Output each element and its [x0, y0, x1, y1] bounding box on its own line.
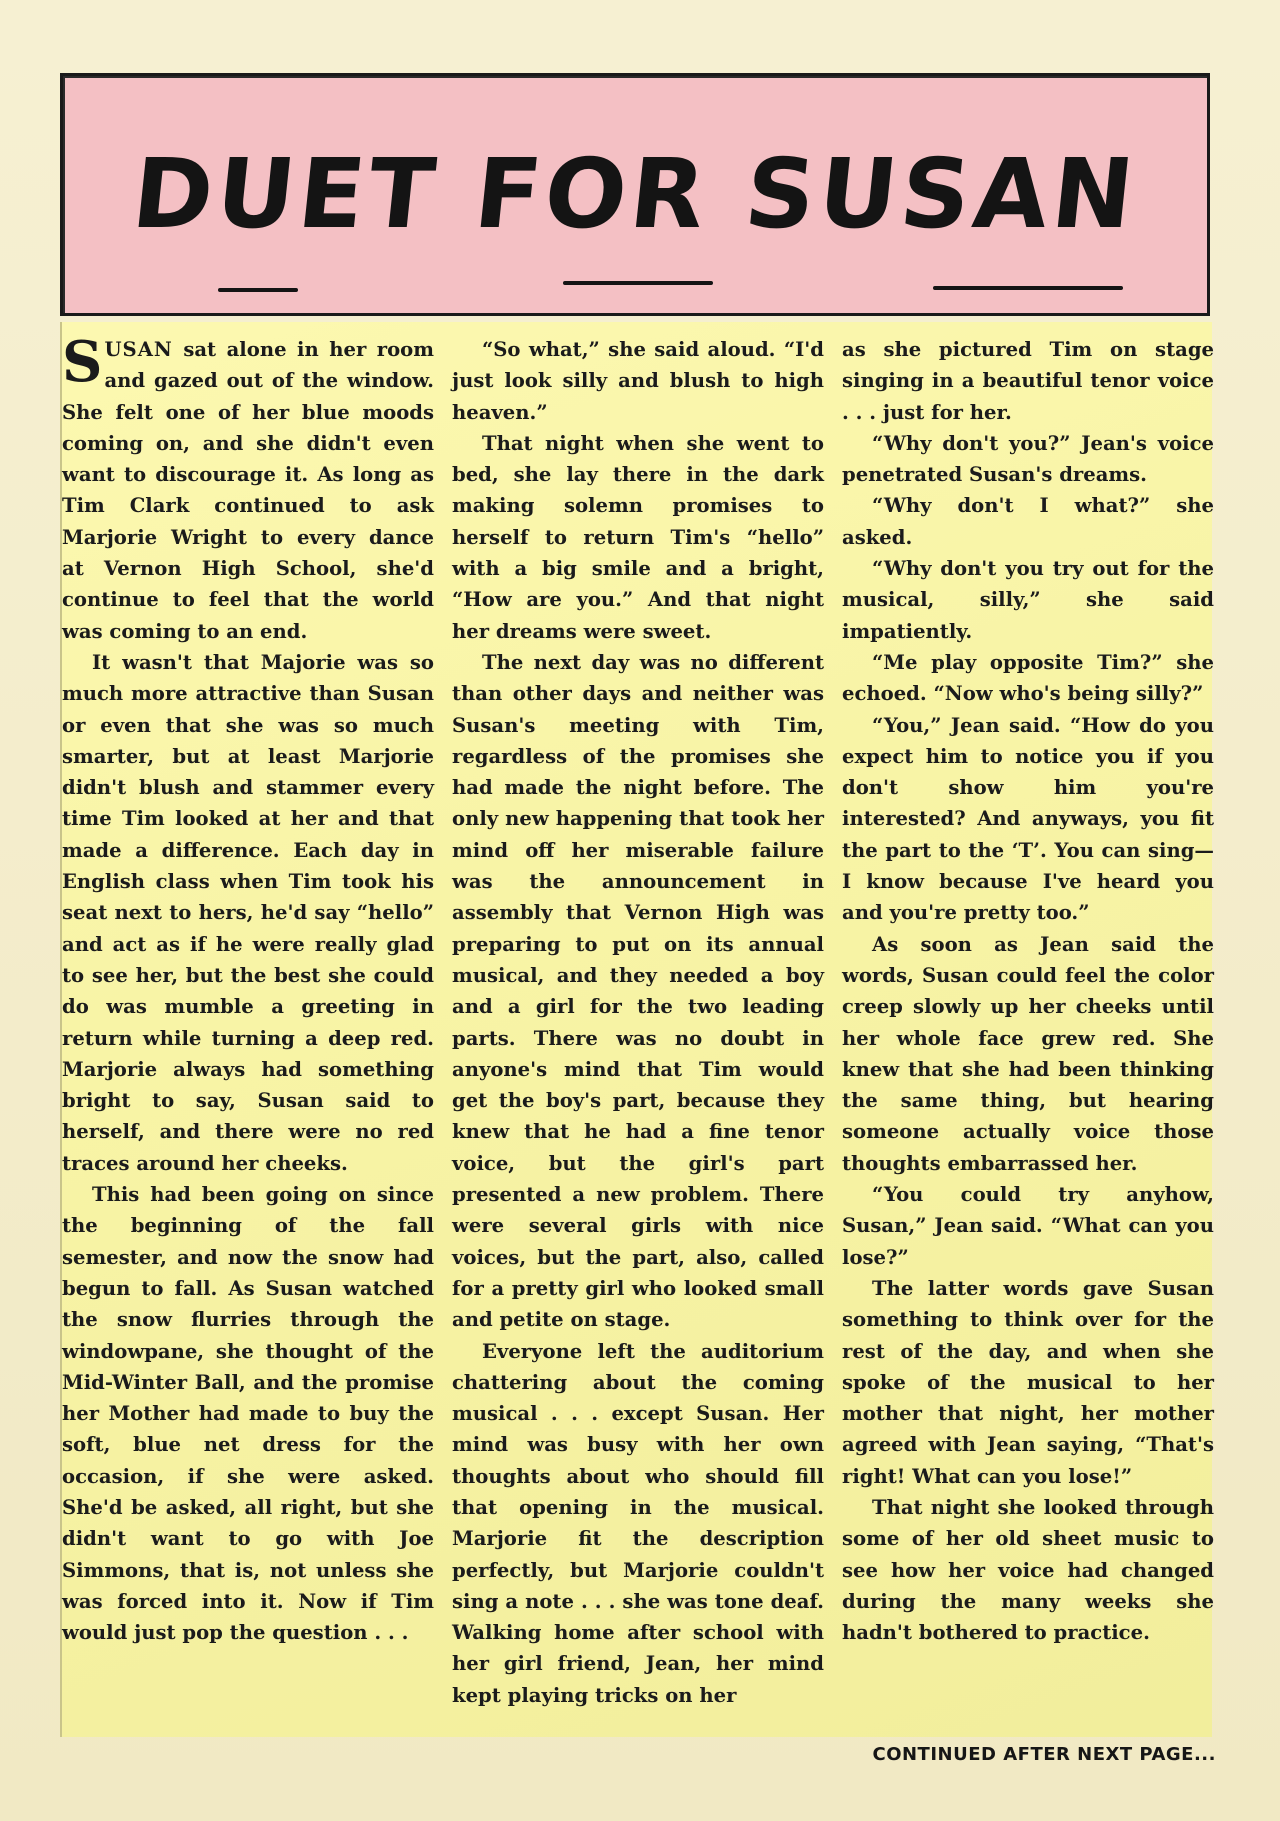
paragraph: “Why don't I what?” she asked.: [842, 494, 1214, 549]
story-panel: [60, 322, 1212, 1737]
paragraph: as she pictured Tim on stage singing in a beautiful tenor voice . . . just for her.: [842, 338, 1214, 424]
paragraph: That night when she went to bed, she lay there in the dark making solemn promises to herself to return Tim's “hello” with a big smile and a bright, “How are you.” And that night her dreams were sweet.: [452, 431, 824, 643]
paragraph: The next day was no different than other days and neither was Susan's meeting with Tim, regardless of the promises she had made the night before. The only new happening that took her mind off her miserable failure was the announcement in assembly that Vernon High was preparing to put on its annual musical, and they needed a boy and a girl for the two leading parts. There was no doubt in anyone's mind that Tim would get the boy's part, because they knew that he had a fine tenor voice, but the girl's part presented a new problem. There were several girls with nice voices, but the part, also, called for a pretty girl who looked small and petite on stage.: [452, 650, 824, 1332]
paragraph: “Why don't you try out for the musical, silly,” she said impatiently.: [842, 557, 1214, 643]
paragraph: It wasn't that Majorie was so much more attractive than Susan or even that she was so much smarter, but at least Marjorie didn't blush and stammer every time Tim looked at her and that made a difference. Each day in English class when Tim took his seat next to hers, he'd say “hello” and act as if he were really glad to see her, but the best she could do was mumble a greeting in return while turning a deep red. Marjorie always had something bright to say, Susan said to herself, and there were no red traces around her cheeks.: [62, 650, 434, 1175]
paragraph: “You,” Jean said. “How do you expect him to notice you if you don't show him you're interested? And anyways, you fit the part to the ‘T’. You can sing—I know because I've heard you and you're pretty too.”: [842, 713, 1214, 925]
paragraph-text: sat alone in her room and gazed out of the window. She felt one of her blue moods coming on, and she didn't even want to discourage it. As long as Tim Clark continued to ask Marjorie Wright to every dance at Vernon High School, she'd continue to feel that the world was coming to an end.: [62, 338, 434, 643]
title-underline-left: [218, 288, 298, 292]
paragraph: “Me play opposite Tim?” she echoed. “Now who's being silly?”: [842, 650, 1214, 706]
story-column-3: [842, 334, 1214, 1648]
title-underline-right: [933, 286, 1123, 290]
title-underline-middle: [563, 281, 713, 285]
title-panel: [60, 73, 1210, 316]
paragraph: “You could try anyhow, Susan,” Jean said. “What can you lose?”: [842, 1183, 1214, 1269]
paragraph: Everyone left the auditorium chattering about the coming musical . . . except Susan. Her mind was busy with her own thoughts about who should fill that opening in the musical. Marjorie fit the description perfectly, but Marjorie couldn't sing a note . . . she was tone deaf. Walking home after school with her girl friend, Jean, her mind kept playing tricks on her: [452, 1339, 824, 1707]
paragraph: As soon as Jean said the words, Susan could feel the color creep slowly up her cheeks until her whole face grew red. She knew that she had been thinking the same thing, but hearing someone actually voice those thoughts embarrassed her.: [842, 932, 1214, 1175]
story-column-2: [452, 334, 824, 1711]
drop-cap: S: [62, 329, 103, 395]
story-title: DUET FOR SUSAN: [127, 138, 1143, 250]
paragraph: “Why don't you?” Jean's voice penetrated Susan's dreams.: [842, 431, 1214, 487]
paragraph: This had been going on since the beginning of the fall semester, and now the snow had begun to fall. As Susan watched the snow flurries through the windowpane, she thought of the Mid-Winter Ball, and the promise her Mother had made to buy the soft, blue net dress for the occasion, if she were asked. She'd be asked, all right, but she didn't want to go with Joe Simmons, that is, not unless she was forced into it. Now if Tim would just pop the question . . .: [62, 1183, 434, 1645]
lead-word: USAN: [104, 338, 173, 361]
continued-note: CONTINUED AFTER NEXT PAGE...: [872, 1744, 1216, 1765]
paragraph: The latter words gave Susan something to think over for the rest of the day, and when she spoke of the musical to her mother that night, her mother agreed with Jean saying, “That's right! What can you lose!”: [842, 1276, 1214, 1488]
paragraph: [62, 329, 434, 647]
story-column-1: [62, 329, 434, 1648]
paragraph: That night she looked through some of her old sheet music to see how her voice had changed during the many weeks she hadn't bothered to practice.: [842, 1495, 1214, 1645]
paragraph: “So what,” she said aloud. “I'd just look silly and blush to high heaven.”: [452, 338, 824, 424]
